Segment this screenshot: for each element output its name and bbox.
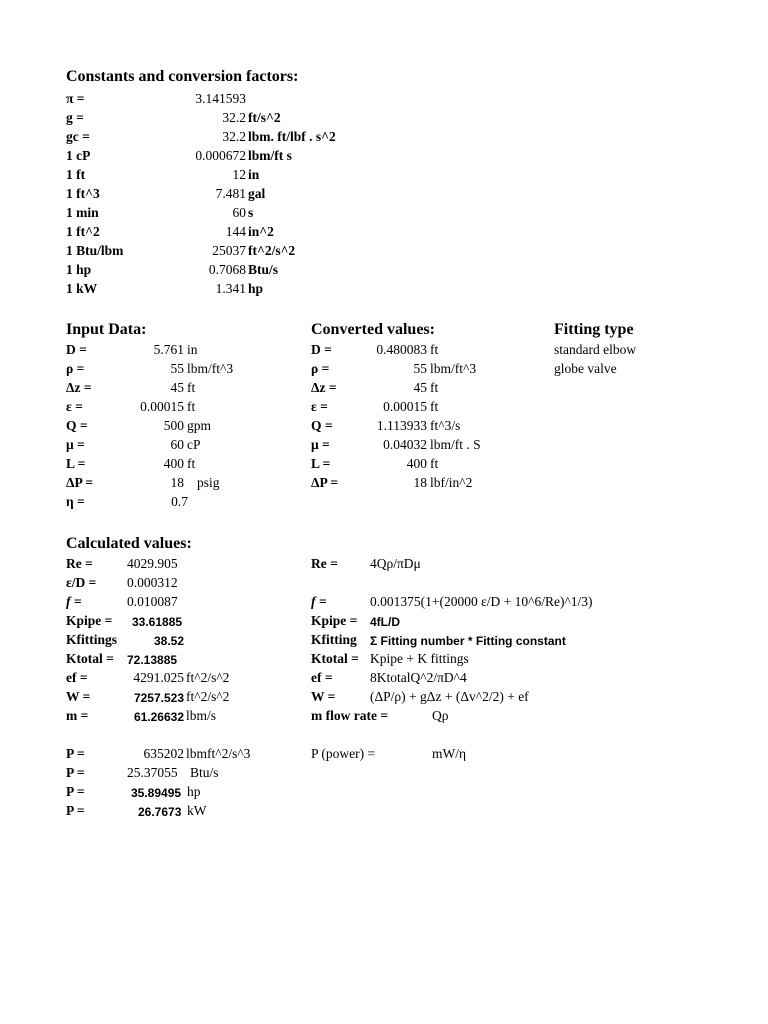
calc-unit: ft^2/s^2 — [186, 689, 230, 704]
input-title: Input Data: — [66, 321, 147, 338]
constant-label: 1 hp — [66, 262, 92, 277]
constant-label: gc = — [66, 129, 90, 144]
converted-unit: ft^3/s — [430, 418, 461, 433]
formula-expr: Qρ — [432, 708, 449, 723]
constant-unit: lbm/ft s — [248, 148, 292, 163]
calc-unit: lbm/s — [186, 708, 217, 723]
converted-label: Q = — [311, 418, 333, 433]
converted-label: ρ = — [311, 361, 330, 376]
calc-label: ε/D = — [66, 575, 97, 590]
formula-label: W = — [311, 689, 336, 704]
constant-unit: lbm. ft/lbf . s^2 — [248, 129, 336, 144]
input-label: ε = — [66, 399, 83, 414]
calc-label: Ktotal = — [66, 651, 114, 666]
constant-value: 1.341 — [215, 281, 246, 296]
constant-label: 1 min — [66, 205, 99, 220]
calc-label: Re = — [66, 556, 93, 571]
power-label: P = — [66, 784, 85, 799]
constant-value: 32.2 — [222, 110, 246, 125]
constant-unit: ft/s^2 — [248, 110, 281, 125]
converted-label: ε = — [311, 399, 328, 414]
input-label: D = — [66, 342, 87, 357]
power-formula-expr: mW/η — [432, 746, 467, 761]
converted-label: D = — [311, 342, 332, 357]
converted-unit: ft — [430, 380, 439, 395]
input-unit: gpm — [187, 418, 212, 433]
input-label: ΔP = — [66, 475, 94, 490]
power-label: P = — [66, 803, 85, 818]
formula-expr: 0.001375(1+(20000 ε/D + 10^6/Re)^1/3) — [370, 594, 593, 609]
formula-expr: 4Qρ/πDμ — [370, 556, 421, 571]
formula-label: Kpipe = — [311, 613, 358, 628]
calc-value: 0.010087 — [127, 594, 178, 609]
constant-label: 1 kW — [66, 281, 98, 296]
formula-label: ef = — [311, 670, 333, 685]
constant-label: 1 ft^3 — [66, 186, 100, 201]
power-unit: Btu/s — [190, 765, 219, 780]
converted-value: 1.113933 — [376, 418, 427, 433]
input-value: 0.00015 — [140, 399, 184, 414]
converted-label: μ = — [311, 437, 330, 452]
fitting-title: Fitting type — [554, 321, 634, 338]
constant-unit: in — [248, 167, 260, 182]
power-label: P = — [66, 765, 85, 780]
constant-value: 3.141593 — [195, 91, 246, 106]
calc-label: W = — [66, 689, 91, 704]
constant-value: 0.7068 — [208, 262, 246, 277]
input-unit: ft — [187, 456, 196, 471]
input-unit: ft — [187, 380, 196, 395]
formula-label: Re = — [311, 556, 338, 571]
converted-value: 0.00015 — [383, 399, 427, 414]
constant-unit: gal — [248, 186, 266, 201]
input-unit: lbm/ft^3 — [187, 361, 234, 376]
calc-value: 4029.905 — [127, 556, 178, 571]
calc-value: 38.52 — [154, 634, 185, 648]
constant-unit: s — [248, 205, 254, 220]
calc-unit: ft^2/s^2 — [186, 670, 230, 685]
input-value: 400 — [163, 456, 184, 471]
converted-value: 0.480083 — [376, 342, 427, 357]
constant-unit: hp — [248, 281, 264, 296]
input-unit: psig — [197, 475, 220, 490]
constant-value: 32.2 — [222, 129, 246, 144]
input-value: 0.7 — [171, 494, 188, 509]
constant-unit: Btu/s — [248, 262, 279, 277]
calc-label: ef = — [66, 670, 88, 685]
calc-value: 4291.025 — [133, 670, 184, 685]
power-formula-label: P (power) = — [311, 746, 376, 761]
converted-unit: ft — [430, 456, 439, 471]
input-label: Q = — [66, 418, 88, 433]
input-value: 18 — [170, 475, 184, 490]
constant-unit: ft^2/s^2 — [248, 243, 296, 258]
converted-unit: lbf/in^2 — [430, 475, 473, 490]
constant-label: 1 Btu/lbm — [66, 243, 124, 258]
input-unit: cP — [187, 437, 201, 452]
converted-label: ΔP = — [311, 475, 339, 490]
input-label: Δz = — [66, 380, 92, 395]
calc-value: 0.000312 — [127, 575, 178, 590]
input-value: 5.761 — [153, 342, 184, 357]
constant-label: 1 ft — [66, 167, 86, 182]
input-value: 45 — [170, 380, 184, 395]
input-label: ρ = — [66, 361, 85, 376]
input-value: 500 — [163, 418, 184, 433]
converted-unit: lbm/ft^3 — [430, 361, 477, 376]
formula-expr: 8KtotalQ^2/πD^4 — [370, 670, 467, 685]
constant-unit: in^2 — [248, 224, 274, 239]
converted-value: 45 — [413, 380, 427, 395]
converted-title: Converted values: — [311, 321, 435, 338]
constants-title: Constants and conversion factors: — [66, 68, 299, 85]
formula-label: Kfitting — [311, 632, 357, 647]
calculated-title: Calculated values: — [66, 535, 192, 552]
input-unit: in — [187, 342, 198, 357]
power-unit: kW — [187, 803, 207, 818]
converted-unit: ft — [430, 342, 439, 357]
formula-expr: 4fL/D — [370, 615, 400, 629]
power-value: 35.89495 — [131, 786, 182, 800]
input-label: μ = — [66, 437, 85, 452]
constant-label: 1 cP — [66, 148, 91, 163]
calc-label: Kpipe = — [66, 613, 113, 628]
constant-value: 60 — [232, 205, 246, 220]
formula-label: f = — [311, 594, 327, 609]
formula-label: Ktotal = — [311, 651, 359, 666]
converted-value: 400 — [406, 456, 427, 471]
calc-value: 7257.523 — [133, 691, 184, 705]
input-value: 60 — [170, 437, 184, 452]
converted-label: L = — [311, 456, 331, 471]
fitting-item: standard elbow — [554, 342, 637, 357]
constant-label: π = — [66, 91, 85, 106]
calc-value: 72.13885 — [127, 653, 178, 667]
constant-value: 0.000672 — [195, 148, 246, 163]
power-value: 26.7673 — [138, 805, 182, 819]
calc-label: Kfittings — [66, 632, 118, 647]
calc-value: 33.61885 — [132, 615, 183, 629]
converted-value: 18 — [413, 475, 427, 490]
converted-unit: ft — [430, 399, 439, 414]
fitting-item: globe valve — [554, 361, 617, 376]
formula-label: m flow rate = — [311, 708, 389, 723]
constant-value: 7.481 — [215, 186, 246, 201]
converted-value: 0.04032 — [383, 437, 427, 452]
constant-value: 12 — [232, 167, 246, 182]
formula-expr: (ΔP/ρ) + gΔz + (Δv^2/2) + ef — [370, 689, 529, 704]
calc-label: m = — [66, 708, 89, 723]
constant-label: g = — [66, 110, 84, 125]
power-label: P = — [66, 746, 85, 761]
formula-expr: Σ Fitting number * Fitting constant — [370, 634, 566, 648]
power-value: 635202 — [143, 746, 184, 761]
converted-unit: lbm/ft . S — [430, 437, 481, 452]
calc-label: f = — [66, 594, 82, 609]
input-label: η = — [66, 494, 85, 509]
input-unit: ft — [187, 399, 196, 414]
converted-value: 55 — [413, 361, 427, 376]
constant-label: 1 ft^2 — [66, 224, 100, 239]
input-label: L = — [66, 456, 86, 471]
formula-expr: Kpipe + K fittings — [370, 651, 469, 666]
calc-value: 61.26632 — [133, 710, 184, 724]
converted-label: Δz = — [311, 380, 337, 395]
constant-value: 25037 — [212, 243, 246, 258]
power-value: 25.37055 — [127, 765, 178, 780]
input-value: 55 — [170, 361, 184, 376]
power-unit: hp — [187, 784, 201, 799]
constant-value: 144 — [225, 224, 246, 239]
power-unit: lbmft^2/s^3 — [186, 746, 251, 761]
